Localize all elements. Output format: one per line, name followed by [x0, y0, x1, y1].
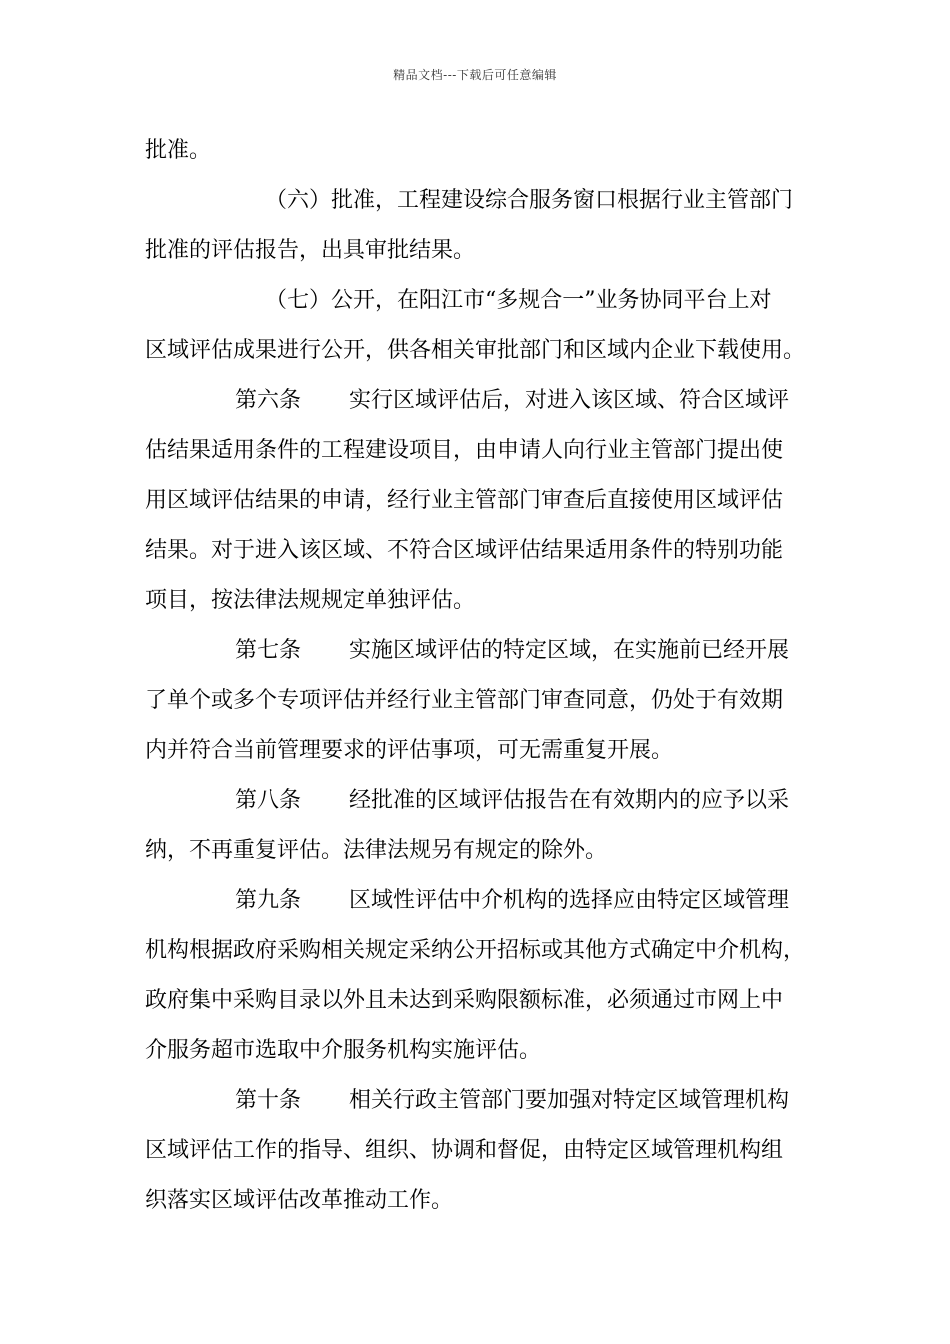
article-paragraph-start — [235, 886, 789, 916]
text-line: （七）公开，在阳江市“多规合一”业务协同平台上对 — [265, 288, 772, 313]
text-line: 了单个或多个专项评估并经行业主管部门审查同意，仍处于有效期 — [145, 688, 784, 713]
article-paragraph-start — [235, 786, 789, 816]
text-line: 纳，不再重复评估。法律法规另有规定的除外。 — [145, 838, 608, 863]
text-line: （六）批准，工程建设综合服务窗口根据行业主管部门 — [265, 188, 794, 213]
text-line: 批准。 — [145, 138, 212, 163]
text-line: 项目，按法律法规规定单独评估。 — [145, 588, 476, 613]
article-paragraph-start — [235, 386, 789, 416]
text-line: 区域评估工作的指导、组织、协调和督促，由特定区域管理机构组 — [145, 1138, 784, 1163]
text-line: 区域评估成果进行公开，供各相关审批部门和区域内企业下载使用。 — [145, 338, 806, 363]
article-number: 第七条 — [235, 638, 302, 663]
text-line: 政府集中采购目录以外且未达到采购限额标准，必须通过市网上中 — [145, 988, 784, 1013]
article-number: 第十条 — [235, 1088, 302, 1113]
article-number: 第九条 — [235, 888, 302, 913]
text-line: 内并符合当前管理要求的评估事项，可无需重复开展。 — [145, 738, 674, 763]
text-line: 织落实区域评估改革推动工作。 — [145, 1188, 454, 1213]
text-line: 估结果适用条件的工程建设项目，由申请人向行业主管部门提出使 — [145, 438, 784, 463]
text-line: 批准的评估报告，出具审批结果。 — [145, 238, 476, 263]
text-line: 区域性评估中介机构的选择应由特定区域管理 — [349, 888, 790, 913]
article-number: 第六条 — [235, 388, 302, 413]
text-line: 介服务超市选取中介服务机构实施评估。 — [145, 1038, 542, 1063]
text-line: 相关行政主管部门要加强对特定区域管理机构 — [349, 1088, 790, 1113]
text-line: 结果。对于进入该区域、不符合区域评估结果适用条件的特别功能 — [145, 538, 784, 563]
text-line: 实行区域评估后，对进入该区域、符合区域评 — [349, 388, 790, 413]
article-paragraph-start — [235, 1086, 789, 1116]
text-line: 机构根据政府采购相关规定采纳公开招标或其他方式确定中介机构， — [145, 938, 806, 963]
text-line: 用区域评估结果的申请，经行业主管部门审查后直接使用区域评估 — [145, 488, 784, 513]
article-paragraph-start — [235, 636, 789, 666]
page-header: 精品文档---下载后可任意编辑 — [393, 68, 557, 82]
text-line: 实施区域评估的特定区域，在实施前已经开展 — [349, 638, 790, 663]
text-line: 经批准的区域评估报告在有效期内的应予以采 — [349, 788, 790, 813]
article-number: 第八条 — [235, 788, 302, 813]
